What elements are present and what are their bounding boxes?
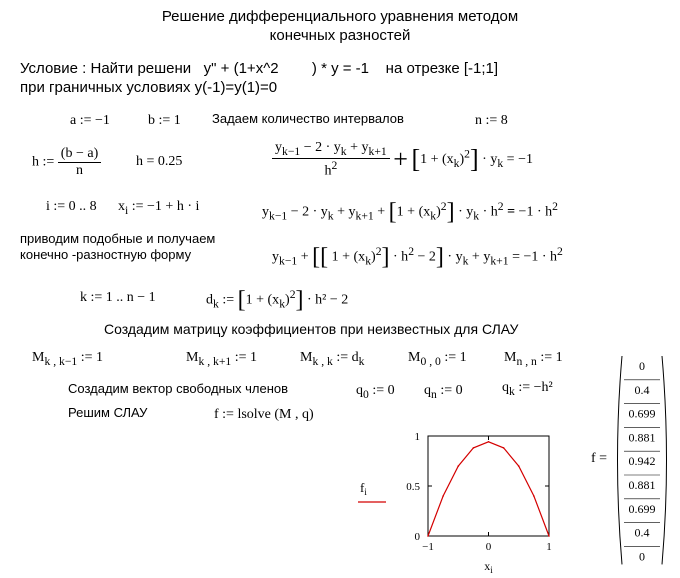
vector-value: 0.881 xyxy=(628,430,656,445)
d-tail: · h² − 2 xyxy=(307,292,349,308)
condition-line-1: Условие : Найти решени y" + (1+x^2 ) * y = -1 на отрезке [-1;1] xyxy=(20,60,499,77)
i-definition: i := 0 .. 8 xyxy=(46,199,97,214)
difference-equation-2: $y_{k-1} - 2 \cdot y_k + y_{k+1} + [1 + (x_k)^2] \cdot y_k \cdot h^2 = -1 \cdot h^2$ xyxy=(262,199,558,225)
b-definition: b := 1 xyxy=(148,113,181,128)
q-definition-2: $q_n$ := 0 xyxy=(424,383,463,401)
y-axis-label: $f_i$ xyxy=(360,480,367,497)
matrix-heading: Создадим матрицу коэффициентов при неизвестных для СЛАУ xyxy=(104,321,519,337)
x-rhs: := −1 + h · i xyxy=(131,199,200,214)
title-line-2: конечных разностей xyxy=(269,27,411,44)
q-definition-1: $q_0$ := 0 xyxy=(356,383,395,401)
data-point xyxy=(518,465,520,467)
d-definition: $d_k$ := $[1 + (x_k)^2] \cdot h^2 - 2$ xyxy=(206,287,349,313)
data-point xyxy=(533,495,535,497)
y-tick-label: 1 xyxy=(414,431,420,443)
x-symbol: x xyxy=(118,199,125,214)
data-point xyxy=(503,447,505,449)
vector-heading: Создадим вектор свободных членов xyxy=(68,381,289,396)
vector-value: 0 xyxy=(639,359,645,373)
d-symbol: d xyxy=(206,292,213,308)
condition-line-2: при граничных условиях y(-1)=y(1)=0 xyxy=(20,79,278,96)
data-point xyxy=(442,495,444,497)
x-tick-label: 0 xyxy=(485,541,492,553)
vector-value: 0 xyxy=(639,549,645,564)
d-subscript: k xyxy=(213,297,219,311)
x-subscript: i xyxy=(125,203,129,217)
y-tick-label: 0.5 xyxy=(406,481,420,493)
vector-value: 0.699 xyxy=(628,406,656,421)
title-line-1: Решение дифференциального уравнения методом xyxy=(161,8,519,25)
vector-value: 0.4 xyxy=(634,525,650,540)
m-definition-5: $M_{n , n}$ := 1 xyxy=(504,350,563,368)
vector-value: 0.942 xyxy=(628,454,656,469)
solve-definition: f := lsolve (M , q) xyxy=(214,407,314,422)
h-denominator: n xyxy=(76,163,84,178)
x-axis-label-sub: i xyxy=(490,565,493,575)
vector-value: 0.881 xyxy=(628,478,656,492)
plot-area xyxy=(350,420,580,578)
h-fraction xyxy=(58,146,101,179)
set-intervals-label: Задаем количество интервалов xyxy=(212,111,404,126)
m-definition-3: $M_{k , k}$ := $d_k$ xyxy=(300,350,365,368)
right-paren xyxy=(662,356,667,564)
difference-equation-1: $\frac{y_{k-1} - 2 \cdot y_k + y_{k+1}}{h^2}$ + $[1 + (x_k)^2] \cdot y_k = -1$ xyxy=(272,140,533,179)
x-axis-label: $x_i$ xyxy=(484,559,493,575)
h-lhs: h := xyxy=(32,154,55,170)
f-label: f = xyxy=(591,451,608,466)
vector-value: 0.4 xyxy=(634,382,650,397)
reduce-text-2: конечно -разностную форму xyxy=(20,247,192,262)
solve-heading: Решим СЛАУ xyxy=(68,405,148,420)
q-definition-3: $q_k$ := −h² xyxy=(502,380,553,398)
h-value: h = 0.25 xyxy=(136,154,183,169)
eq1-fraction: $\frac{y_{k-1} - 2 \cdot y_k + y_{k+1}}{h^2}$ xyxy=(272,140,390,179)
series-line xyxy=(428,442,549,536)
data-point xyxy=(548,535,550,537)
vector-value: 0.699 xyxy=(628,501,656,516)
difference-equation-3: $y_{k-1}$ + [[ $1 + (x_k)^2] \cdot h^2 - 2] \cdot y_k + y_{k+1} = -1 \cdot h^2$ xyxy=(272,244,563,270)
data-point xyxy=(473,447,475,449)
x-tick-label: −1 xyxy=(422,541,434,553)
k-definition: k := 1 .. n − 1 xyxy=(80,290,156,305)
f-vector xyxy=(612,354,672,572)
m-definition-2: $M_{k , k+1}$ := 1 xyxy=(186,350,258,368)
m-definition-4: $M_{0 , 0}$ := 1 xyxy=(408,350,467,368)
n-definition: n := 8 xyxy=(475,113,508,128)
h-numerator: (b − a) xyxy=(58,146,101,163)
x-definition xyxy=(118,199,199,217)
h-definition xyxy=(32,146,101,179)
data-point xyxy=(457,465,459,467)
data-point xyxy=(427,535,429,537)
a-definition: a := −1 xyxy=(70,113,110,128)
reduce-text-1: приводим подобные и получаем xyxy=(20,231,216,246)
y-axis-label-sub: i xyxy=(364,487,367,497)
y-tick-label: 0 xyxy=(414,531,420,543)
x-tick-label: 1 xyxy=(546,541,552,553)
data-point xyxy=(488,441,490,443)
m-definition-1: $M_{k , k-1}$ := 1 xyxy=(32,350,104,368)
plot-frame xyxy=(428,436,549,536)
left-paren xyxy=(618,356,623,564)
